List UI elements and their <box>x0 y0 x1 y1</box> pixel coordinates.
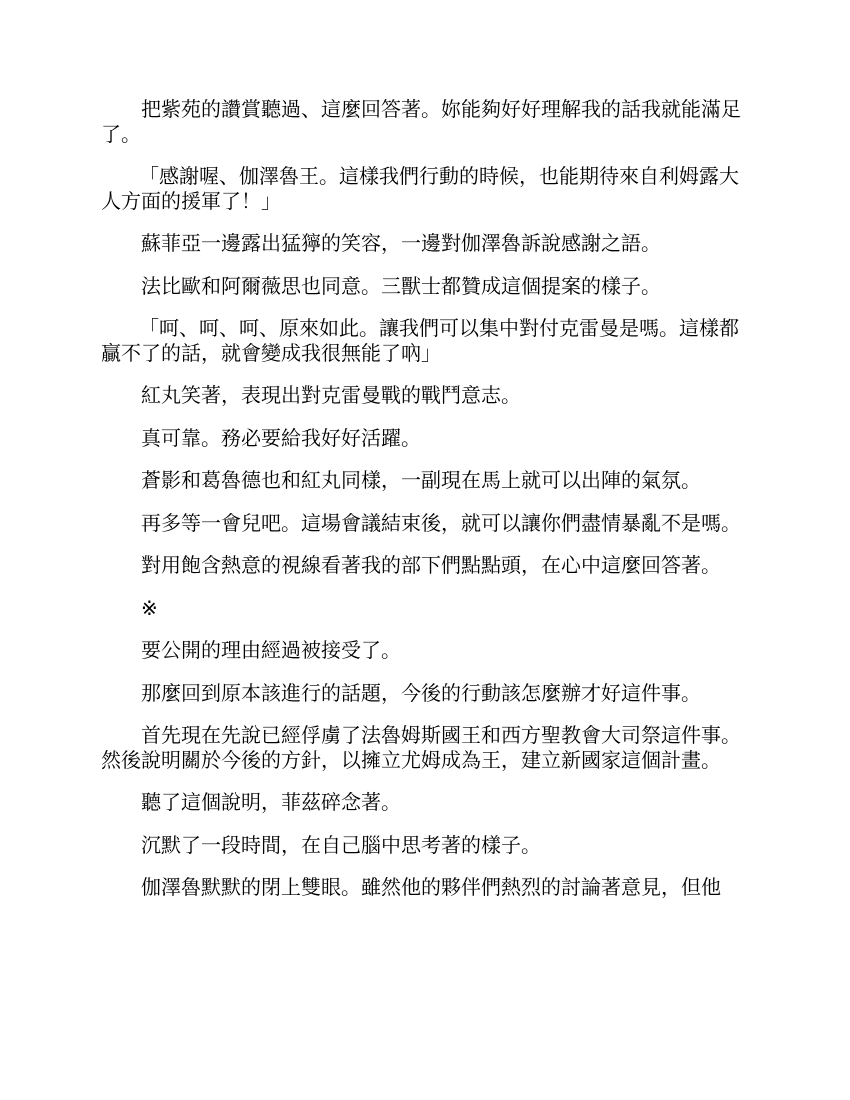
paragraph-3: 蘇菲亞一邊露出猛獰的笑容，一邊對伽澤魯訴說感謝之語。 <box>141 231 661 255</box>
paragraph-14: 聽了這個說明，菲茲碎念著。 <box>141 790 401 814</box>
paragraph-5-dialogue: 「呵、呵、呵、原來如此。讓我們可以集中對付克雷曼是嗎。這樣都贏不了的話，就會變成我很無能了吶」 <box>101 316 739 365</box>
paragraph-2-dialogue: 「感謝喔、伽澤魯王。這樣我們行動的時候，也能期待來自利姆露大人方面的援軍了！」 <box>101 164 739 213</box>
paragraph-15: 沉默了一段時間，在自己腦中思考著的樣子。 <box>141 832 541 857</box>
paragraph-7: 真可靠。務必要給我好好活躍。 <box>141 425 421 450</box>
paragraph-9: 再多等一會兒吧。這場會議結束後，就可以讓你們盡情暴亂不是嗎。 <box>141 510 741 535</box>
paragraph-16: 伽澤魯默默的閉上雙眼。雖然他的夥伴們熱烈的討論著意見，但他 <box>141 875 721 899</box>
document-page <box>101 97 745 918</box>
paragraph-11: 要公開的理由經過被接受了。 <box>141 638 401 662</box>
paragraph-12: 那麼回到原本該進行的話題，今後的行動該怎麼辦才好這件事。 <box>141 680 701 705</box>
paragraph-13: 首先現在先說已經俘虜了法魯姆斯國王和西方聖教會大司祭這件事。然後說明關於今後的方針，以擁立尤姆成為王，建立新國家這個計畫。 <box>101 723 741 772</box>
paragraph-10: 對用飽含熱意的視線看著我的部下們點點頭，在心中這麼回答著。 <box>141 553 721 577</box>
paragraph-6: 紅丸笑著，表現出對克雷曼戰的戰鬥意志。 <box>141 383 521 407</box>
paragraph-8: 蒼影和葛魯德也和紅丸同樣，一副現在馬上就可以出陣的氣氛。 <box>141 468 701 492</box>
scene-break-marker: ※ <box>141 595 158 620</box>
paragraph-1: 把紫苑的讚賞聽過、這麼回答著。妳能夠好好理解我的話我就能滿足了。 <box>101 97 741 146</box>
paragraph-4: 法比歐和阿爾薇思也同意。三獸士都贊成這個提案的樣子。 <box>141 273 661 298</box>
